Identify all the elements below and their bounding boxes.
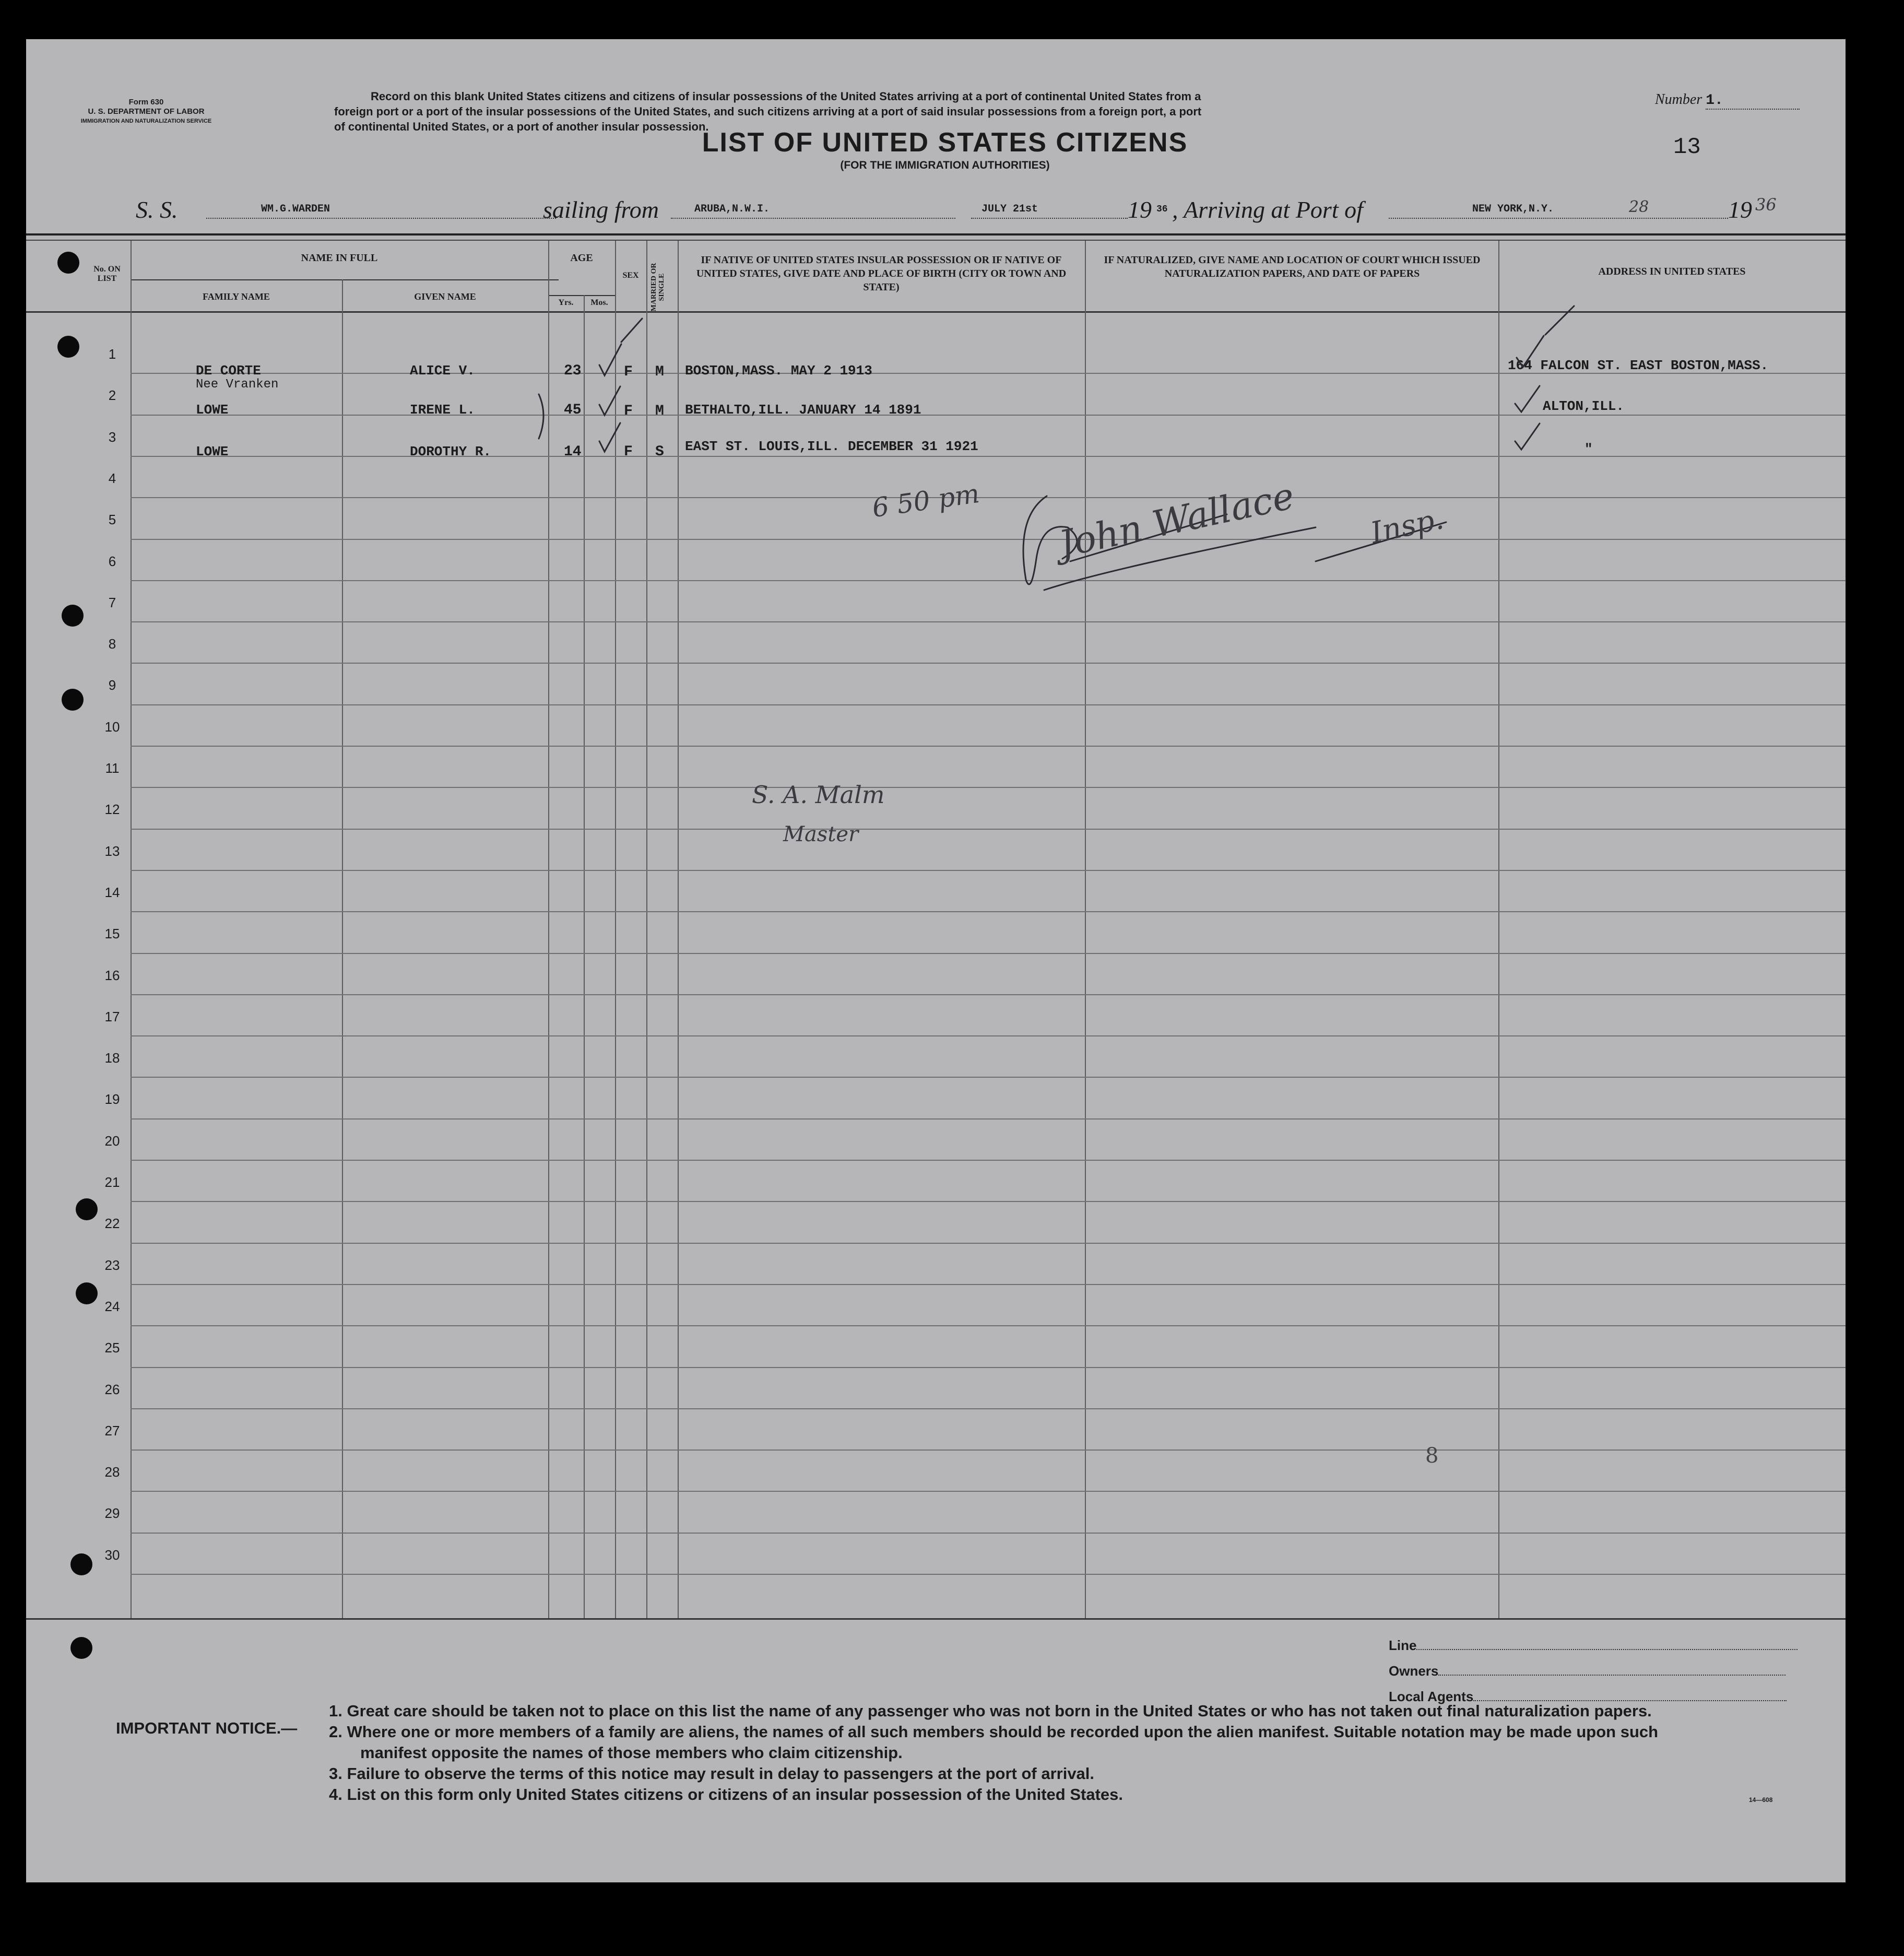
year-prefix: 19 (1128, 196, 1152, 223)
passenger-3-marital: S (655, 444, 664, 460)
handwritten-time-note: 6 50 pm (870, 478, 981, 524)
passenger-3-address: " (1584, 441, 1593, 457)
passenger-2-sex: F (624, 403, 633, 419)
departure-port: ARUBA,N.W.I. (694, 203, 770, 215)
passenger-2-given: IRENE L. (410, 402, 475, 418)
service-name: IMMIGRATION AND NATURALIZATION SERVICE (80, 118, 212, 124)
form-number: Form 630 (128, 98, 164, 107)
passenger-1-address: 164 FALCON ST. EAST BOSTON,MASS. (1508, 358, 1769, 373)
row-number: 1 (108, 346, 116, 362)
row-number: 29 (104, 1505, 120, 1522)
col-header-no: No. ON LIST (93, 265, 121, 283)
bracket-mark (539, 394, 543, 439)
row-number: 14 (104, 884, 120, 900)
arrival-port: NEW YORK,N.Y. (1472, 203, 1554, 215)
instruction-line: foreign port or a port of the insular possessions of the United States, and such citizens arriving at a port of said insular possessions from a foreign port, a port (334, 105, 1202, 118)
row-number: 12 (104, 802, 120, 818)
row-number: 27 (104, 1422, 120, 1439)
check-icon (1515, 386, 1540, 412)
row-number: 25 (104, 1340, 120, 1356)
page-mark: 8 (1425, 1444, 1439, 1468)
col-header-naturalized: IF NATURALIZED, GIVE NAME AND LOCATION OF COURT WHICH ISSUED NATURALIZATION PAPERS, AND DATE OF PAPERS (1104, 254, 1481, 279)
notice-item: manifest opposite the names of those members who claim citizenship. (360, 1743, 903, 1762)
page-subtitle: (FOR THE IMMIGRATION AUTHORITIES) (840, 159, 1050, 171)
check-icon (599, 386, 620, 415)
notice-item: 3. Failure to observe the terms of this notice may result in delay to passengers at the port of arrival. (329, 1764, 1095, 1783)
row-number: 13 (104, 843, 120, 859)
arrival-day: 28 (1629, 198, 1649, 216)
notice-item: 1. Great care should be taken not to place on this list the name of any passenger who was not born in the United States or who has not taken out final naturalization papers. (329, 1702, 1652, 1720)
line-field (1416, 1649, 1797, 1650)
footer-fields (1389, 1633, 1797, 1710)
agents-label: Local Agents (1389, 1689, 1474, 1704)
passenger-1-given: ALICE V. (410, 363, 475, 379)
row-number: 15 (104, 926, 120, 942)
row-number: 30 (104, 1547, 120, 1563)
col-header-age: AGE (570, 252, 593, 264)
row-number: 18 (104, 1050, 120, 1066)
row-number: 22 (104, 1216, 120, 1232)
year-suffix: 36 (1156, 204, 1168, 215)
passenger-1-yrs: 23 (564, 363, 582, 379)
passenger-3-birth: EAST ST. LOUIS,ILL. DECEMBER 31 1921 (685, 439, 978, 454)
row-number: 8 (108, 636, 116, 652)
row-number: 21 (104, 1174, 120, 1190)
passenger-3-given: DOROTHY R. (410, 444, 492, 459)
row-number: 7 (108, 594, 116, 610)
inspector-title: Insp. (1367, 502, 1447, 550)
row-number: 19 (104, 1091, 120, 1107)
page-stamp: 13 (1673, 134, 1701, 160)
row-number: 4 (108, 470, 116, 486)
line-label: Line (1389, 1637, 1417, 1653)
notice-item: 4. List on this form only United States citizens or citizens of an insular possession of the United States. (329, 1785, 1123, 1804)
row-number: 17 (104, 1008, 120, 1024)
owners-field (1438, 1675, 1785, 1676)
passenger-2-family: LOWE (196, 402, 229, 418)
check-icon (1515, 423, 1540, 450)
passenger-2-birth: BETHALTO,ILL. JANUARY 14 1891 (685, 402, 921, 418)
passenger-3-yrs: 14 (564, 444, 582, 460)
passenger-1-family: DE CORTE (196, 363, 261, 379)
passenger-1-family-note: Nee Vranken (196, 378, 279, 392)
row-number: 20 (104, 1133, 120, 1149)
passenger-2-address: ALTON,ILL. (1543, 398, 1625, 414)
check-icon (1545, 306, 1574, 335)
notice-item: 2. Where one or more members of a family are aliens, the names of all such members should be recorded upon the alien manifest. Suitable notation may be made upon such (329, 1723, 1659, 1741)
col-header-family: FAMILY NAME (203, 291, 270, 302)
department-name: U. S. DEPARTMENT OF LABOR (88, 107, 205, 116)
arriving-label: , Arriving at Port of (1172, 196, 1363, 223)
col-header-married: MARRIED OR SINGLE (650, 263, 666, 312)
master-title: Master (783, 822, 859, 846)
notice-title: IMPORTANT NOTICE.— (116, 1719, 298, 1737)
handwritten-marks (26, 39, 1846, 1882)
row-number: 26 (104, 1381, 120, 1397)
master-signature: S. A. Malm (752, 781, 885, 809)
row-number: 28 (104, 1464, 120, 1480)
row-number: 16 (104, 967, 120, 983)
form-code: 14—608 (1749, 1796, 1773, 1804)
sailing-label: sailing from (543, 196, 659, 223)
number-label: Number (1655, 91, 1702, 108)
row-number: 2 (108, 387, 116, 404)
departure-date: JULY 21st (981, 203, 1038, 215)
check-icon (599, 344, 621, 375)
notice-list (329, 1701, 1832, 1805)
row-number: 6 (108, 553, 116, 569)
col-header-sex: SEX (622, 271, 639, 280)
page-title: LIST OF UNITED STATES CITIZENS (702, 127, 1188, 158)
row-number: 23 (104, 1257, 120, 1273)
ss-label: S. S. (136, 196, 178, 223)
passenger-1-sex: F (624, 364, 633, 380)
number-value: 1. (1706, 92, 1800, 110)
ship-name: WM.G.WARDEN (261, 203, 330, 215)
arrival-year-suffix: 36 (1755, 195, 1777, 215)
owners-label: Owners (1389, 1663, 1439, 1679)
check-icon (599, 423, 620, 452)
row-number: 3 (108, 429, 116, 445)
passenger-2-yrs: 45 (564, 402, 582, 418)
passenger-3-family: LOWE (196, 444, 229, 459)
col-header-yrs: Yrs. (558, 298, 574, 307)
row-number: 10 (104, 718, 120, 735)
col-header-native: IF NATIVE OF UNITED STATES INSULAR POSSESSION OR IF NATIVE OF UNITED STATES, GIVE DATE AND PLACE OF BIRTH (CITY OR TOWN AND STATE) (696, 254, 1067, 293)
row-number: 11 (105, 760, 120, 776)
row-number: 9 (108, 677, 116, 693)
check-icon (621, 319, 642, 342)
passenger-2-marital: M (655, 403, 664, 419)
col-header-address: ADDRESS IN UNITED STATES (1598, 266, 1746, 277)
manifest-page (26, 39, 1846, 1882)
check-icon (1517, 336, 1544, 367)
col-header-mos: Mos. (590, 298, 608, 307)
instruction-line: Record on this blank United States citizens and citizens of insular possessions of the United States arriving at a port of continental United States from a (371, 90, 1201, 103)
col-header-given: GIVEN NAME (414, 291, 476, 302)
row-number: 24 (104, 1298, 120, 1314)
passenger-1-birth: BOSTON,MASS. MAY 2 1913 (685, 363, 872, 379)
passenger-3-sex: F (624, 444, 633, 460)
instruction-line: of continental United States, or a port of another insular possession. (334, 120, 709, 133)
inspector-signature: John Wallace (1055, 474, 1298, 566)
passenger-1-marital: M (655, 364, 664, 380)
row-number: 5 (108, 512, 116, 528)
arrival-year-prefix: 19 (1728, 196, 1752, 223)
col-header-name: NAME IN FULL (301, 252, 378, 264)
